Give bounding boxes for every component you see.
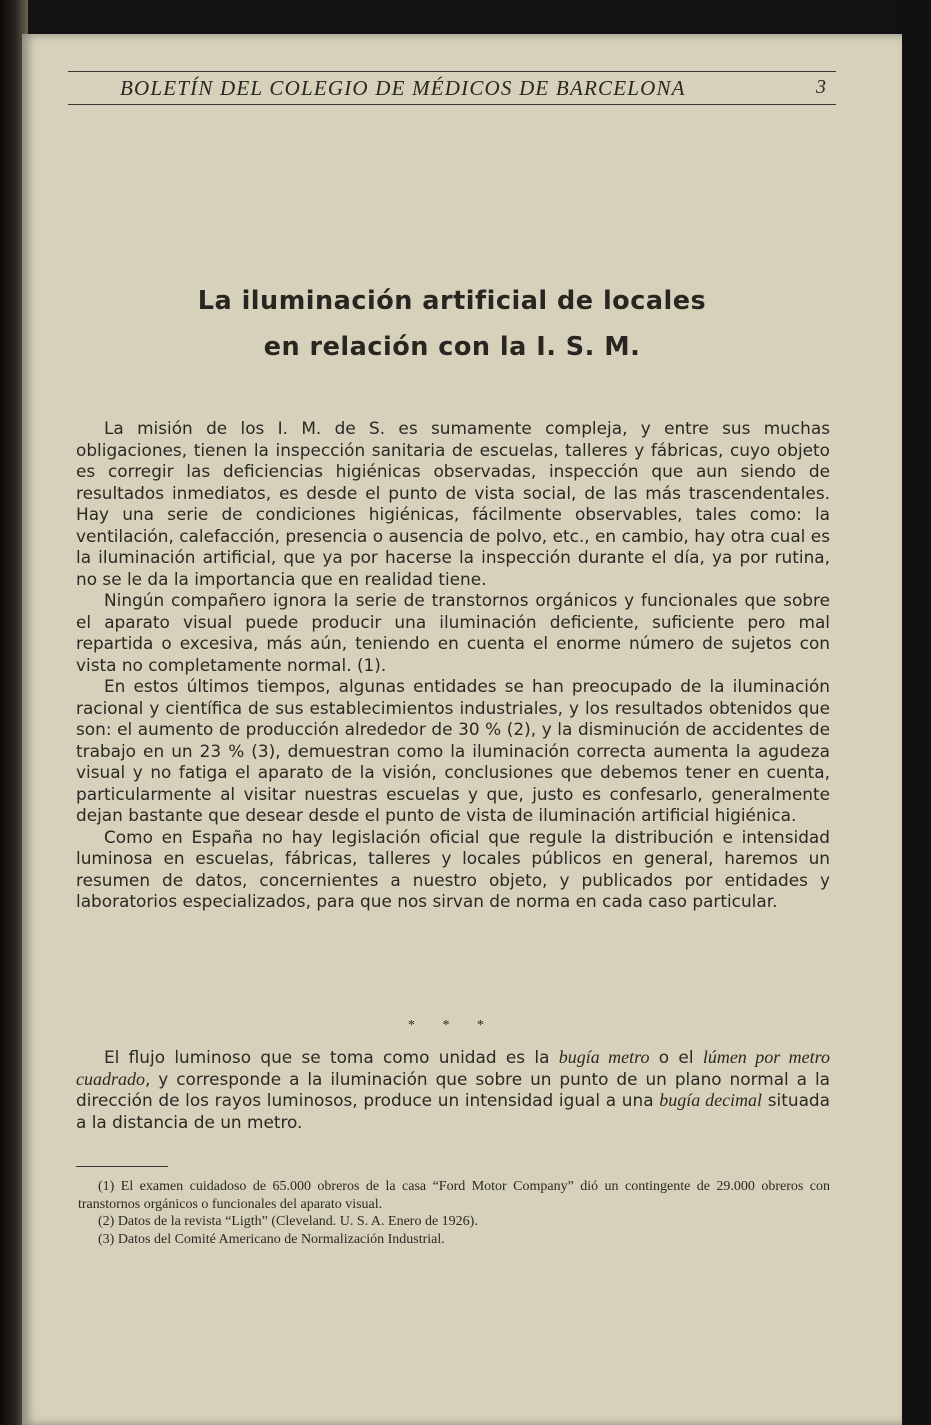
paragraph-1: La misión de los I. M. de S. es sumamente compleja, y entre sus muchas obligaciones, tienen la inspección sanitaria de escuelas, talleres y fábricas, cuyo objeto es corregir las deficiencias higiénicas observadas, inspección que aun siendo de resultados inmediatos, es desde el punto de vista social, de las más trascendentales. Hay una serie de condiciones higiénicas, fácilmente observables, tales como: la ventilación, calefacción, presencia o ausencia de polvo, etc., en cambio, hay otra cual es la iluminación artificial, que ya por hacerse la inspección durante el día, ya por rutina, no se le da la importancia que en realidad tiene. <box>76 418 830 589</box>
page-number: 3 <box>816 76 826 98</box>
footnote-3: (3) Datos del Comité Americano de Normalización Industrial. <box>98 1231 445 1247</box>
journal-title: BOLETÍN DEL COLEGIO DE MÉDICOS DE BARCELONA <box>120 76 686 100</box>
scan-right-margin <box>902 0 931 1425</box>
running-header <box>68 71 836 105</box>
term-bugia-metro: bugía metro <box>558 1047 650 1067</box>
article-body <box>76 418 830 913</box>
article-title-line-2: en relación con la I. S. M. <box>263 332 641 362</box>
paragraph-5-text-a: El flujo luminoso que se toma como unidad es la <box>104 1047 559 1067</box>
scan-top-margin <box>0 0 931 34</box>
footnote-1: (1) El examen cuidadoso de 65.000 obreros de la casa “Ford Motor Company” dió un contingente de 29.000 obreros con transtornos orgánicos o funcionales del aparato visual. <box>78 1179 830 1212</box>
term-bugia-decimal: bugía decimal <box>659 1090 763 1110</box>
paragraph-3: En estos últimos tiempos, algunas entidades se han preocupado de la iluminación racional y científica de sus establecimientos industriales, y los resultados obtenidos que son: el aumento de producción alrededor de 30 % (2), y la disminución de accidentes de trabajo en un 23 % (3), demuestran como la iluminación correcta aumenta la agudeza visual y no fatiga el aparato de la visión, conclusiones que debemos tener en cuenta, particularmente al visitar nuestras escuelas y que, justo es confesarlo, generalmente dejan bastante que desear desde el punto de vista de iluminación artificial higiénica. <box>76 676 830 825</box>
paragraph-2: Ningún compañero ignora la serie de transtornos orgánicos y funcionales que sobre el aparato visual puede producir una iluminación deficiente, suficiente pero mal repartida o excesiva, más aún, teniendo en cuenta el enorme número de sujetos con vista no completamente normal. (1). <box>76 590 830 675</box>
article-title-line-1: La iluminación artificial de locales <box>197 286 707 316</box>
footnote-2: (2) Datos de la revista “Ligth” (Cleveland. U. S. A. Enero de 1926). <box>98 1214 478 1229</box>
term-lumen: lúmen por metro cuadrado <box>76 1047 830 1089</box>
footnotes <box>78 1178 830 1248</box>
paragraph-5 <box>76 1047 830 1133</box>
paragraph-4: Como en España no hay legislación oficial que regule la distribución e intensidad luminosa en escuelas, fábricas, talleres y locales públicos en general, haremos un resumen de datos, concernientes a nuestro objeto, y publicados por entidades y laboratorios especializados, para que nos sirvan de norma en cada caso particular. <box>76 826 830 911</box>
article-body-continued <box>76 1047 830 1133</box>
paragraph-5-text-b: o el <box>649 1047 703 1067</box>
footnote-rule <box>76 1166 168 1167</box>
section-separator: * * * <box>408 1018 496 1033</box>
paragraph-5-text-d: situada a la distancia de un metro. <box>76 1090 830 1132</box>
article-title <box>68 278 836 370</box>
paragraph-5-text-c: , y corresponde a la iluminación que sobre un punto de un plano normal a la dirección de los rayos luminosos, produce un intensidad igual a una <box>76 1068 830 1110</box>
